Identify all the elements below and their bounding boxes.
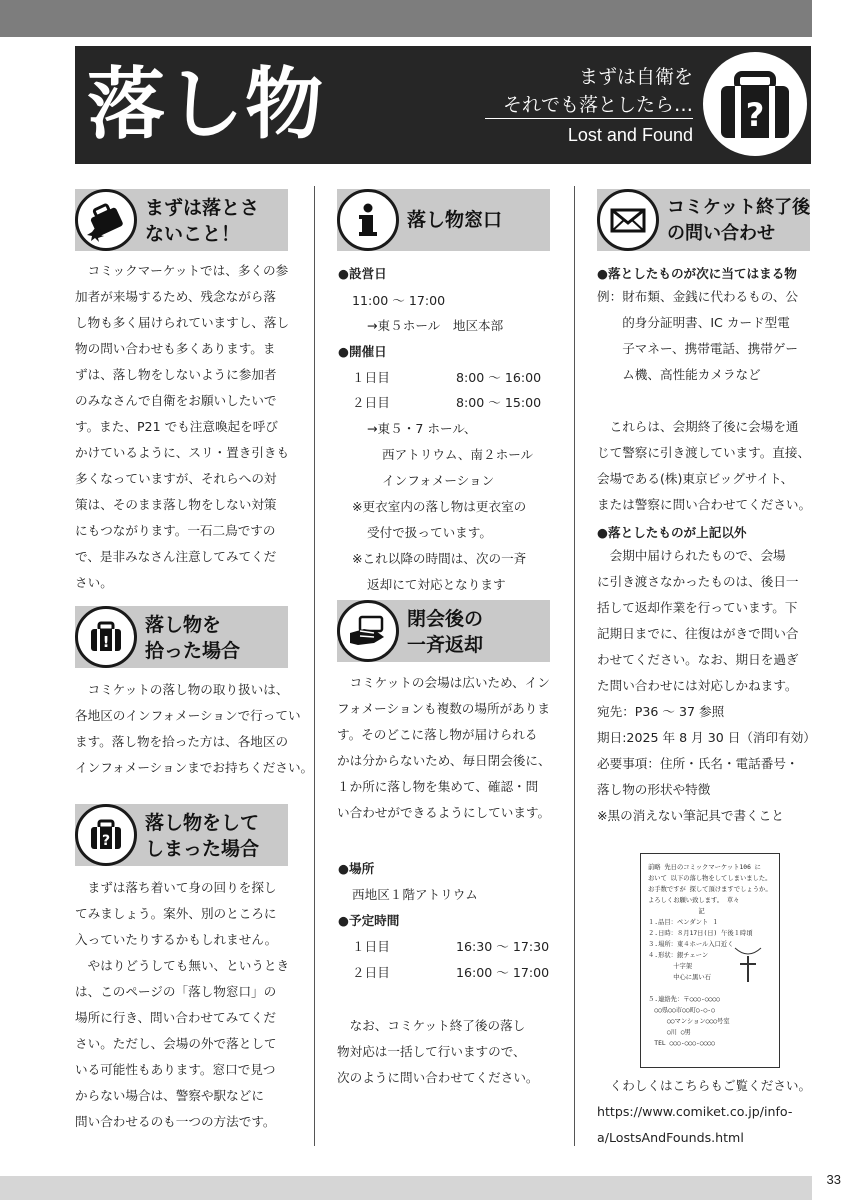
section-title-lost-item: 落し物をして しまった場合 [145,812,260,860]
text-line: 場所に行き、問い合わせてみてくだ [75,1010,276,1025]
note-changing-room-2: 受付で扱っています。 [367,525,492,540]
header-subtitle-2: それでも落としたら… [502,94,693,116]
column-divider-1 [314,186,315,1146]
text-line: に引き渡さなかったものは、後日一 [597,574,799,589]
top-bar [0,0,812,37]
letter-line: 前略 先日のコミックマーケット106 に [648,864,761,871]
text-line: ます。落し物を拾った方は、各地区の [75,734,289,749]
header-subtitle-english: Lost and Found [567,125,693,145]
text-line: 入っていたりするかもしれません。 [75,932,278,947]
text-line: １か所に落し物を集めて、確認・問 [337,779,539,794]
text-line: 加者が来場するため、残念ながら落 [75,289,276,304]
case1-examples [597,284,817,388]
letter-line: １.品目：ペンダント １ [648,919,719,926]
section-title-bulk-return: 閉会後の 一斉返却 [407,608,484,656]
letter-line: ４.形状：銀チェーン [648,952,709,959]
open-day1-time: 8:00 ～ 16:00 [456,370,542,385]
section-title-after-event-inquiry: コミケット終了後 の問い合わせ [667,197,811,244]
open-day-place-3: インフォメーション [382,473,495,488]
text-line: で、是非みなさん注意してみてくだ [75,549,277,564]
letter-line: よろしくお願い致します。 草々 [648,897,740,904]
more-info-text [597,1073,817,1151]
bulk-return-text [337,670,557,826]
text-line: ム機、高性能カメラなど [597,367,761,382]
text-line: または警察に問い合わせてください。 [597,497,812,512]
open-day2-time: 8:00 ～ 15:00 [456,395,542,410]
text-line: にもつながります。一石二鳥ですの [75,523,276,538]
setup-day-place: →東５ホール 地区本部 [367,318,504,333]
sample-postcard [640,853,780,1068]
text-line: は、このページの「落し物窓口」の [75,984,277,999]
text-line: た問い合わせには対応しかねます。 [597,678,798,693]
text-line: 期日:2025 年 8 月 30 日（消印有効） [597,730,816,745]
text-line: じて警察に引き渡しています。直接、 [597,445,811,460]
note-changing-room-1: ※更衣室内の落し物は更衣室の [352,499,527,514]
section-header-lost-item [75,804,288,866]
page-title: 落し物 [87,60,325,150]
handover-icon [337,600,399,662]
text-line: まずは落ち着いて身の回りを探し [75,880,277,895]
text-line: さい。 [75,575,113,590]
text-line: やはりどうしても無い、というとき [75,958,290,973]
section-header-bulk-return [337,600,550,662]
pendant-sketch-icon [731,946,765,986]
open-day-label: ●開催日 [338,344,387,359]
note-after-hours-2: 返却にて対応となります [367,577,506,592]
section-header-found-item [75,606,288,668]
found-item-text [75,677,314,781]
header-subtitle-1: まずは自衛を [578,66,693,88]
return-time-label: ●予定時間 [338,913,400,928]
text-line: くわしくはこちらもご覧ください。 [597,1078,812,1093]
text-line: 各地区のインフォメーションで行ってい [75,708,301,723]
text-line: 括して返却作業を行っています。下 [597,600,798,615]
svg-text:!: ! [102,633,110,651]
letter-line: ○○マンション○○○号室 [648,1018,730,1025]
open-day-place-1: →東５・7 ホール、 [367,421,477,436]
lost-item-text [75,875,295,1135]
text-line: これらは、会期終了後に会場を通 [597,419,799,434]
letter-line: お手数ですが 探して頂けますでしょうか。 [648,886,772,893]
letter-line: 十字架 [648,963,693,970]
text-line: 宛先：P36 ～ 37 参照 [597,704,725,719]
letter-line: 中心に黒い石 [648,974,711,981]
text-line: わせてください。なお、期日を過ぎ [597,652,799,667]
text-line: 例：財布類、金銭に代わるもの、公 [597,289,798,304]
information-icon [337,189,399,251]
return-day2-label: ２日目 [352,965,390,980]
section-header-after-event-inquiry [597,189,810,251]
text-line: 落し物の形状や特徴 [597,782,711,797]
open-day2-label: ２日目 [352,395,390,410]
closing-text [337,1013,557,1091]
text-line: のみなさんで自衛をお願いしたいで [75,393,277,408]
text-line: かけているように、スリ・置き引きも [75,445,290,460]
text-line: 次のように問い合わせてください。 [337,1070,539,1085]
text-line: さい。ただし、会場の外で落として [75,1036,277,1051]
found-bag-icon [75,606,137,668]
svg-text:?: ? [745,96,765,134]
return-place: 西地区１階アトリウム [352,887,478,902]
text-line: フォメーションも複数の場所がありま [337,701,550,716]
text-line: 会期中届けられたもので、会場 [597,548,786,563]
text-line: ずは、落し物をしないように参加者 [75,367,277,382]
text-line: 子マネー、携帯電話、携帯ゲー [597,341,798,356]
text-line: 会場である(株)東京ビッグサイト、 [597,471,794,486]
text-line: 多くなっていますが、それらへの対 [75,471,277,486]
setup-day-time: 11:00 ～ 17:00 [352,293,446,308]
note-after-hours-1: ※これ以降の時間は、次の一斉 [352,551,527,566]
section-title-dont-lose: まずは落とさ ないこと！ [145,197,260,245]
section-title-lost-found-counter: 落し物窓口 [407,209,503,231]
letter-line: ５.連絡先：〒○○○-○○○○ [648,996,720,1003]
letter-line: ○○県○○市○○町○-○-○ [648,1007,715,1014]
text-line: 記期日までに、往復はがきで問い合 [597,626,799,641]
section-header-dont-lose [75,189,288,251]
setup-day-label: ●設営日 [338,266,387,281]
text-line: す。そのどこに落し物が届けられる [337,727,538,742]
url-line[interactable]: a/LostsAndFounds.html [597,1130,744,1145]
column-divider-2 [574,186,575,1146]
letter-line: 記 [648,908,705,915]
case1-text [597,414,817,518]
bottom-bar [0,1176,812,1200]
open-day1-label: １日目 [352,370,390,385]
lost-luggage-question-icon [703,52,807,156]
text-line: コミックマーケットでは、多くの参 [75,263,289,278]
text-line: ※黒の消えない筆記具で書くこと [597,808,784,823]
text-line: い合わせができるようにしています。 [337,805,551,820]
return-day2-time: 16:00 ～ 17:00 [456,965,550,980]
envelope-icon [597,189,659,251]
text-line: いる可能性もあります。窓口で見つ [75,1062,276,1077]
header-divider [485,118,693,119]
return-day1-label: １日目 [352,939,390,954]
text-line: 策は、そのまま落し物をしない対策 [75,497,277,512]
dont-lose-text [75,258,295,596]
text-line: 物の問い合わせも多くあります。ま [75,341,276,356]
return-day1-time: 16:30 ～ 17:30 [456,939,550,954]
lost-bag-question-icon [75,804,137,866]
case2-label: ●落としたものが上記以外 [597,525,747,540]
section-title-found-item: 落し物を 拾った場合 [145,614,241,662]
letter-line: おいて 以下の落し物をしてしまいました。 [648,875,772,882]
letter-line: ３.場所：東４ホール入口近く [648,941,734,948]
text-line: てみましょう。案外、別のところに [75,906,277,921]
text-line: 的身分証明書、IC カード型電 [597,315,790,330]
text-line: からない場合は、警察や駅などに [75,1088,264,1103]
text-line: 必要事項：住所・氏名・電話番号・ [597,756,799,771]
text-line: 問い合わせるのも一つの方法です。 [75,1114,276,1129]
svg-text:?: ? [101,833,111,849]
url-line[interactable]: https://www.comiket.co.jp/info- [597,1104,793,1119]
letter-line: ２.日時：８月17日(日) 午後１時頃 [648,930,753,937]
letter-line: ○川 ○男 [648,1029,691,1036]
case2-text [597,543,817,829]
text-line: コミケットの落し物の取り扱いは、 [75,682,289,697]
text-line: なお、コミケット終了後の落し [337,1018,526,1033]
section-header-lost-found-counter [337,189,550,251]
text-line: コミケットの会場は広いため、イン [337,675,550,690]
text-line: 物対応は一括して行いますので、 [337,1044,526,1059]
return-place-label: ●場所 [338,861,375,876]
text-line: かは分からないため、毎日閉会後に、 [337,753,551,768]
falling-bag-icon [75,189,137,251]
text-line: す。また、P21 でも注意喚起を呼び [75,419,278,434]
page-number: 33 [826,1172,841,1187]
letter-line: TEL ○○○-○○○-○○○○ [648,1040,715,1047]
page-header [75,46,811,164]
text-line: インフォメーションまでお持ちください。 [75,760,314,775]
text-line: し物も多く届けられていますし、落し [75,315,290,330]
case1-label: ●落としたものが次に当てはまる物 [597,266,797,281]
open-day-place-2: 西アトリウム、南２ホール [382,447,534,462]
